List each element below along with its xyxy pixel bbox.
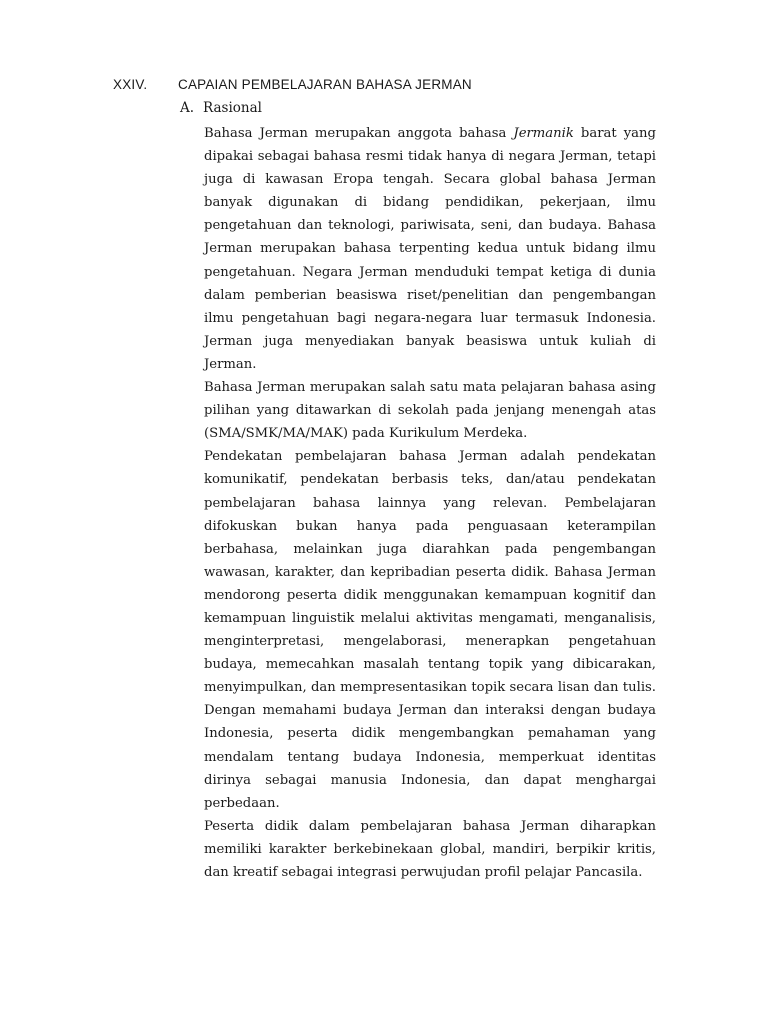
paragraph-1-italic-term: Jermanik	[513, 126, 574, 141]
section-title: CAPAIAN PEMBELAJARAN BAHASA JERMAN	[178, 77, 472, 92]
paragraph-2: Bahasa Jerman merupakan salah satu mata pelajaran bahasa asing pilihan yang ditawarkan di sekolah pada jenjang menengah atas (SMA/SMK/MA/MAK) pada Kurikulum Merdeka.	[204, 380, 656, 442]
paragraph-3: Pendekatan pembelajaran bahasa Jerman adalah pendekatan komunikatif, pendekatan berbasis teks, dan/atau pendekatan pembelajaran bahasa lainnya yang relevan. Pembelajaran difokuskan bukan hanya pada penguasaan keterampilan berbahasa, melainkan juga diarahkan pada pengembangan wawasan, karakter, dan kepribadian peserta didik. Bahasa Jerman mendorong peserta didik menggunakan kemampuan kognitif dan kemampuan linguistik melalui aktivitas mengamati, menganalisis, menginterpretasi, mengelaborasi, menerapkan pengetahuan budaya, memecahkan masalah tentang topik yang dibicarakan, menyimpulkan, dan mempresentasikan topik secara lisan dan tulis. Dengan memahami budaya Jerman dan interaksi dengan budaya Indonesia, peserta didik mengembangkan pemahaman yang mendalam tentang budaya Indonesia, memperkuat identitas dirinya sebagai manusia Indonesia, dan dapat menghargai perbedaan.	[204, 449, 656, 811]
paragraph-4: Peserta didik dalam pembelajaran bahasa Jerman diharapkan memiliki karakter berkebinekaan global, mandiri, berpikir kritis, dan kreatif sebagai integrasi perwujudan profil pelajar Pancasila.	[204, 818, 656, 880]
section-heading	[113, 77, 673, 97]
section-number: XXIV.	[113, 77, 148, 92]
paragraph-1-start: Bahasa Jerman merupakan anggota bahasa	[204, 126, 514, 141]
paragraph-1-rest: barat yang dipakai sebagai bahasa resmi tidak hanya di negara Jerman, tetapi juga di kawasan Eropa tengah. Secara global bahasa Jerman banyak digunakan di bidang pendidikan, pekerjaan, ilmu pengetahuan dan teknologi, pariwisata, seni, dan budaya. Bahasa Jerman merupakan bahasa terpenting kedua untuk bidang ilmu pengetahuan. Negara Jerman menduduki tempat ketiga di dunia dalam pemberian beasiswa riset/penelitian dan pengembangan ilmu pengetahuan bagi negara-negara luar termasuk Indonesia. Jerman juga menyediakan banyak beasiswa untuk kuliah di Jerman.	[204, 126, 656, 372]
paragraph-1	[204, 122, 656, 376]
subsection-letter: A.	[180, 100, 195, 116]
body-text	[204, 122, 656, 884]
subsection-title: Rasional	[203, 100, 262, 116]
